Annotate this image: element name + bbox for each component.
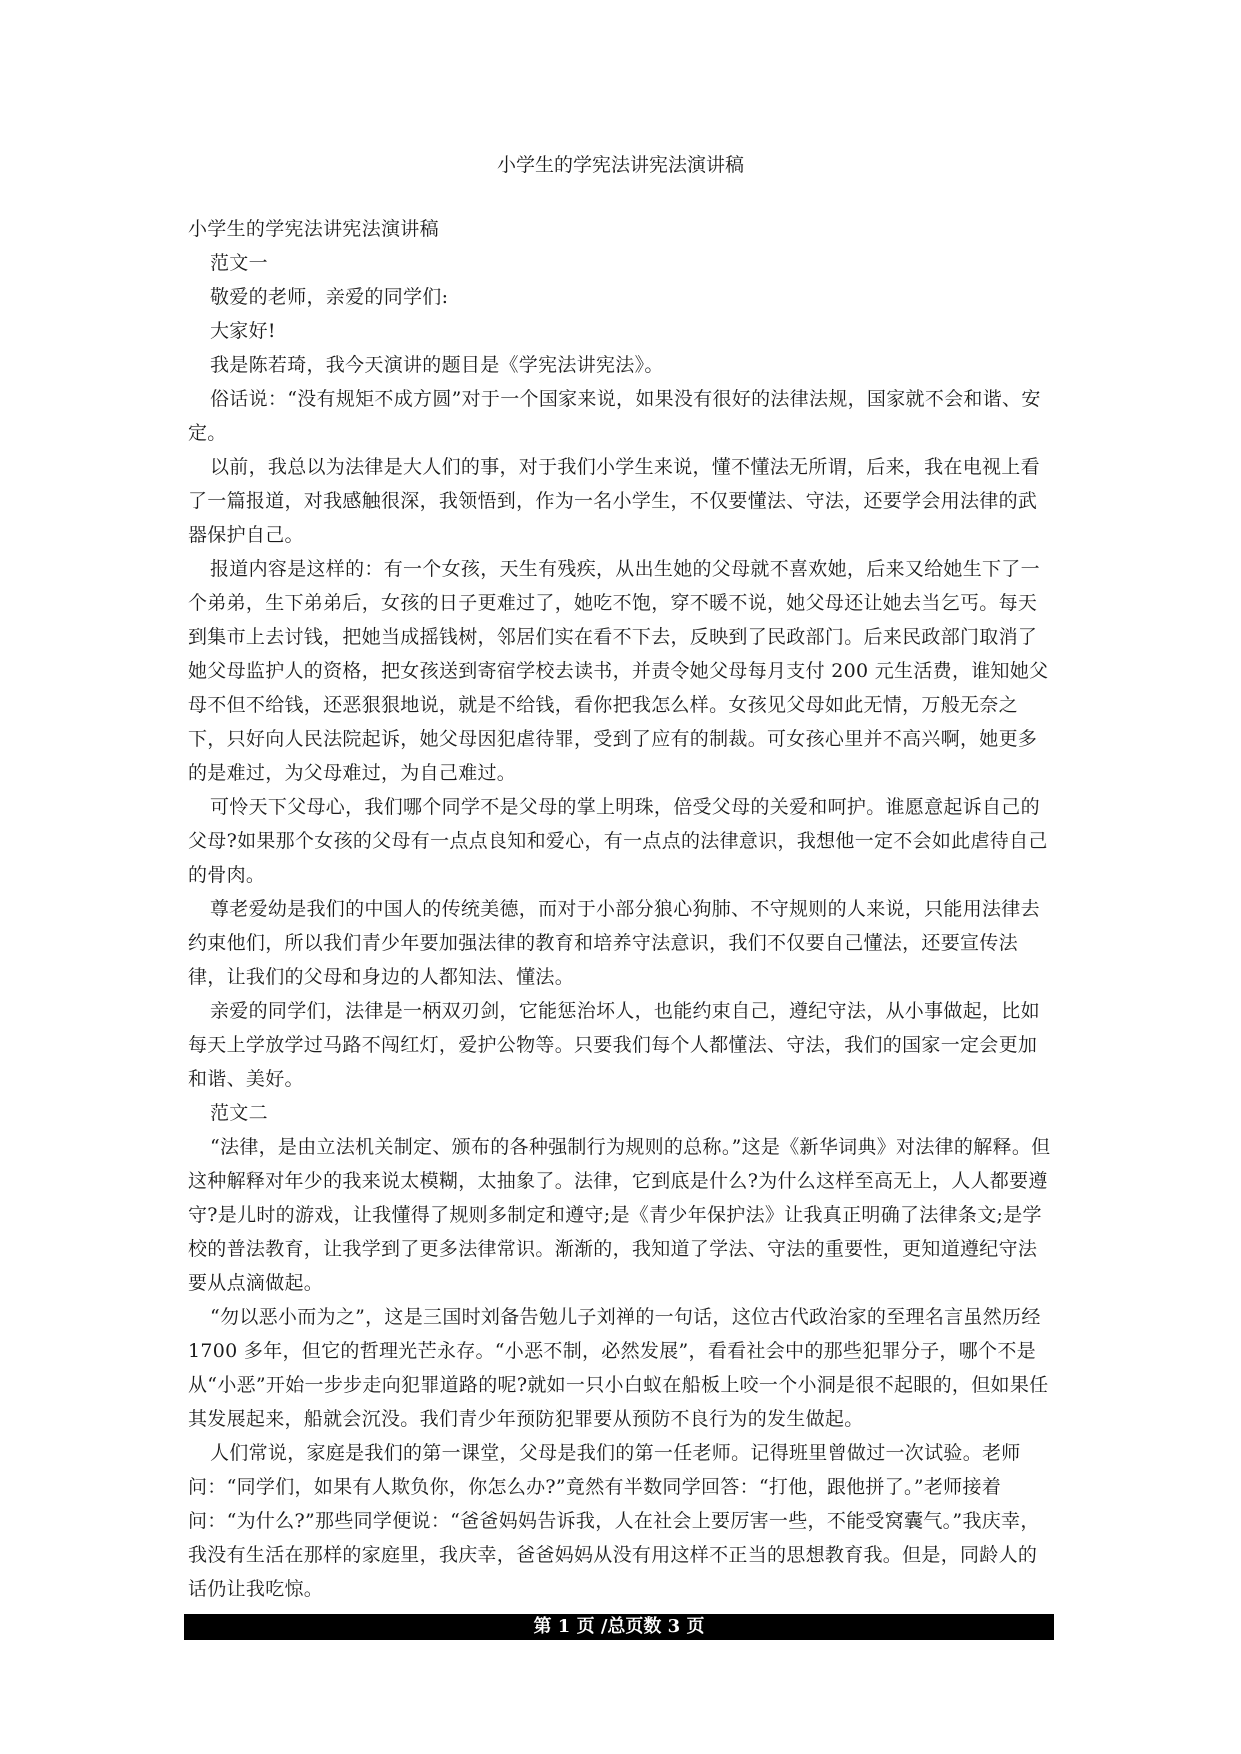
paragraph: 大家好! <box>210 320 276 342</box>
paragraph: 亲爱的同学们，法律是一柄双刃剑，它能惩治坏人，也能约束自己，遵纪守法，从小事做起，比如每天上学放学过马路不闯红灯，爱护公物等。只要我们每个人都懂法、守法，我们的国家一定会更加和谐、美好。 <box>188 1000 1040 1090</box>
page-footer <box>184 1614 1054 1640</box>
page-number-label: 第 1 页 /总页数 3 页 <box>533 1616 705 1637</box>
paragraph: 尊老爱幼是我们的中国人的传统美德，而对于小部分狼心狗肺、不守规则的人来说，只能用法律去约束他们，所以我们青少年要加强法律的教育和培养守法意识，我们不仅要自己懂法，还要宣传法律，让我们的父母和身边的人都知法、懂法。 <box>188 898 1040 988</box>
paragraph: 可怜天下父母心，我们哪个同学不是父母的掌上明珠，倍受父母的关爱和呵护。谁愿意起诉自己的父母?如果那个女孩的父母有一点点良知和爱心，有一点点的法律意识，我想他一定不会如此虐待自己的骨肉。 <box>188 796 1048 886</box>
paragraph: “法律，是由立法机关制定、颁布的各种强制行为规则的总称。”这是《新华词典》对法律的解释。但这种解释对年少的我来说太模糊，太抽象了。法律，它到底是什么?为什么这样至高无上，人人都要遵守?是儿时的游戏，让我懂得了规则多制定和遵守;是《青少年保护法》让我真正明确了法律条文;是学校的普法教育，让我学到了更多法律常识。渐渐的，我知道了学法、守法的重要性，更知道遵纪守法要从点滴做起。 <box>188 1136 1051 1294</box>
paragraph: 敬爱的老师，亲爱的同学们: <box>210 286 449 308</box>
document-subtitle: 小学生的学宪法讲宪法演讲稿 <box>188 218 439 240</box>
paragraph: 范文二 <box>210 1102 268 1124</box>
page-title: 小学生的学宪法讲宪法演讲稿 <box>496 154 744 176</box>
paragraph: 俗话说：“没有规矩不成方圆”对于一个国家来说，如果没有很好的法律法规，国家就不会和谐、安定。 <box>188 388 1041 444</box>
paragraph: 我是陈若琦，我今天演讲的题目是《学宪法讲宪法》。 <box>210 354 664 376</box>
paragraph: “勿以恶小而为之”，这是三国时刘备告勉儿子刘禅的一句话，这位古代政治家的至理名言虽然历经 1700 多年，但它的哲理光芒永存。“小恶不制，必然发展”，看看社会中的那些犯罪分子，哪个不是从“小恶”开始一步步走向犯罪道路的呢?就如一只小白蚁在船板上咬一个小洞是很不起眼的，但如果任其发展起来，船就会沉没。我们青少年预防犯罪要从预防不良行为的发生做起。 <box>188 1306 1049 1430</box>
paragraph: 人们常说，家庭是我们的第一课堂，父母是我们的第一任老师。记得班里曾做过一次试验。老师问：“同学们，如果有人欺负你，你怎么办?”竟然有半数同学回答：“打他，跟他拼了。”老师接着问：“为什么?”那些同学便说：“爸爸妈妈告诉我，人在社会上要厉害一些，不能受窝囊气。”我庆幸，我没有生活在那样的家庭里，我庆幸，爸爸妈妈从没有用这样不正当的思想教育我。但是，同龄人的话仍让我吃惊。 <box>188 1442 1040 1600</box>
paragraph: 范文一 <box>210 252 268 274</box>
paragraph: 以前，我总以为法律是大人们的事，对于我们小学生来说，懂不懂法无所谓，后来，我在电视上看了一篇报道，对我感触很深，我领悟到，作为一名小学生，不仅要懂法、守法，还要学会用法律的武器保护自己。 <box>188 456 1040 546</box>
paragraph: 报道内容是这样的：有一个女孩，天生有残疾，从出生她的父母就不喜欢她，后来又给她生下了一个弟弟，生下弟弟后，女孩的日子更难过了，她吃不饱，穿不暖不说，她父母还让她去当乞丐。每天到集市上去讨钱，把她当成摇钱树，邻居们实在看不下去，反映到了民政部门。后来民政部门取消了她父母监护人的资格，把女孩送到寄宿学校去读书，并责令她父母每月支付 200 元生活费，谁知她父母不但不给钱，还恶狠狠地说，就是不给钱，看你把我怎么样。女孩见父母如此无情，万般无奈之下，只好向人民法院起诉，她父母因犯虐待罪，受到了应有的制裁。可女孩心里并不高兴啊，她更多的是难过，为父母难过，为自己难过。 <box>188 558 1049 784</box>
document-body <box>188 212 1054 1606</box>
